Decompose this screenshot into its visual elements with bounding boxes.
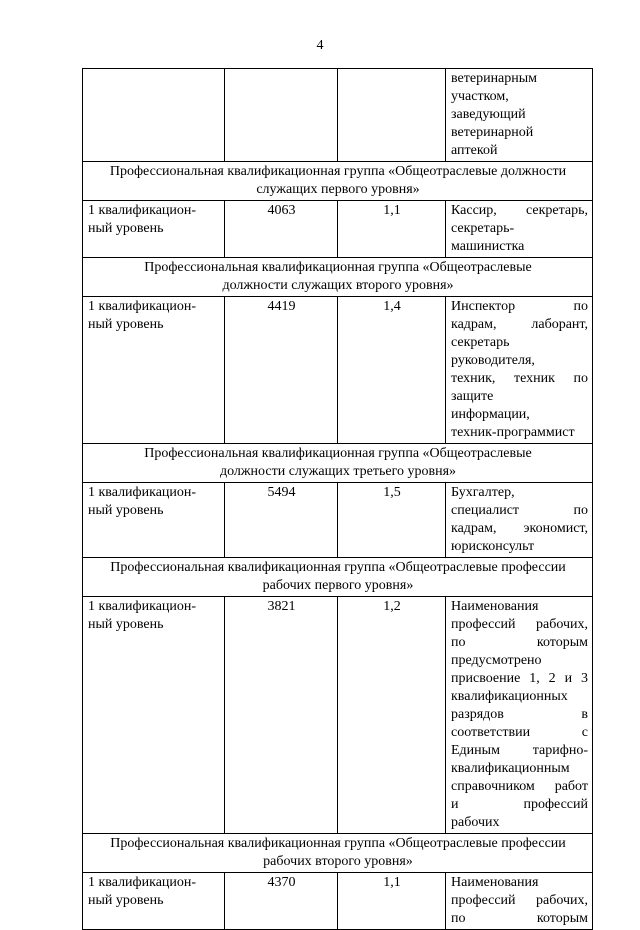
positions-line: по которым	[451, 911, 588, 926]
group-header-line: Профессиональная квалификационная группа «Общеотраслевые профессии	[110, 836, 566, 851]
positions-line: Наименования	[451, 875, 539, 890]
level-line: ный уровень	[88, 221, 164, 236]
group-header-row	[83, 444, 593, 483]
cell-salary: 3821	[225, 597, 338, 834]
table-row-continuation	[83, 69, 593, 162]
positions-line: по которым	[451, 635, 588, 650]
group-header	[83, 444, 593, 483]
cell-coefficient: 1,5	[338, 483, 446, 558]
positions-line: специалист по	[451, 503, 588, 518]
positions-line: соответствии с	[451, 725, 588, 740]
group-header	[83, 558, 593, 597]
cell-level	[83, 483, 225, 558]
positions-line: предусмотрено	[451, 653, 542, 668]
positions-line: кадрам, экономист,	[451, 521, 588, 536]
cell-positions	[446, 597, 593, 834]
group-header-row	[83, 258, 593, 297]
cell-coefficient: 1,1	[338, 873, 446, 930]
table-row	[83, 597, 593, 834]
positions-line: и профессий	[451, 797, 588, 812]
group-header	[83, 162, 593, 201]
cell-coefficient	[338, 69, 446, 162]
level-line: ный уровень	[88, 503, 164, 518]
level-line: 1 квалификацион-	[88, 299, 197, 314]
group-header-line: должности служащих третьего уровня»	[219, 464, 457, 479]
positions-line: профессий рабочих,	[451, 617, 588, 632]
group-header	[83, 258, 593, 297]
cell-level	[83, 597, 225, 834]
positions-line: Инспектор по	[451, 299, 588, 314]
positions-line: секретарь-	[451, 221, 515, 236]
group-header-row	[83, 834, 593, 873]
cell-coefficient: 1,4	[338, 297, 446, 444]
positions-line: кадрам, лаборант,	[451, 317, 588, 332]
cell-positions	[446, 201, 593, 258]
positions-line: Бухгалтер,	[451, 485, 515, 500]
group-header-line: Профессиональная квалификационная группа «Общеотраслевые должности	[109, 164, 567, 179]
table-row	[83, 873, 593, 930]
cell-positions	[446, 873, 593, 930]
positions-line: разрядов в	[451, 707, 588, 722]
level-line: ный уровень	[88, 617, 164, 632]
group-header-line: Профессиональная квалификационная группа «Общеотраслевые	[144, 260, 532, 275]
positions-line: профессий рабочих,	[451, 893, 588, 908]
table-row	[83, 483, 593, 558]
salary-table	[82, 68, 593, 930]
positions-line: участком,	[451, 89, 509, 104]
positions-line: рабочих	[451, 815, 500, 830]
cell-level	[83, 873, 225, 930]
positions-line: информации,	[451, 407, 530, 422]
cell-salary: 4063	[225, 201, 338, 258]
cell-coefficient: 1,2	[338, 597, 446, 834]
level-line: 1 квалификацион-	[88, 485, 197, 500]
positions-line: ветеринарной	[451, 125, 534, 140]
positions-line: Единым тарифно-	[451, 743, 588, 758]
positions-line: защите	[451, 389, 494, 404]
positions-line: техник, техник по	[451, 371, 588, 386]
cell-salary: 4419	[225, 297, 338, 444]
positions-line: присвоение 1, 2 и 3	[451, 671, 588, 686]
cell-positions	[446, 297, 593, 444]
positions-line: Кассир, секретарь,	[451, 203, 588, 218]
group-header-line: Профессиональная квалификационная группа «Общеотраслевые профессии	[110, 560, 566, 575]
positions-line: квалификационным	[451, 761, 570, 776]
cell-level	[83, 297, 225, 444]
group-header	[83, 834, 593, 873]
level-line: ный уровень	[88, 317, 164, 332]
group-header-line: рабочих первого уровня»	[262, 578, 414, 593]
table-row	[83, 201, 593, 258]
group-header-row	[83, 558, 593, 597]
positions-line: квалификационных	[451, 689, 568, 704]
cell-level	[83, 201, 225, 258]
level-line: 1 квалификацион-	[88, 875, 197, 890]
table-row	[83, 297, 593, 444]
positions-line: справочником работ	[451, 779, 588, 794]
positions-line: техник-программист	[451, 425, 575, 440]
positions-line: юрисконсульт	[451, 539, 535, 554]
group-header-line: Профессиональная квалификационная группа «Общеотраслевые	[144, 446, 532, 461]
positions-line: секретарь	[451, 335, 510, 350]
cell-salary: 4370	[225, 873, 338, 930]
cell-positions	[446, 69, 593, 162]
group-header-line: служащих первого уровня»	[256, 182, 420, 197]
group-header-line: рабочих второго уровня»	[263, 854, 413, 869]
cell-level	[83, 69, 225, 162]
page-number: 4	[316, 38, 324, 53]
cell-salary: 5494	[225, 483, 338, 558]
positions-line: Наименования	[451, 599, 539, 614]
cell-coefficient: 1,1	[338, 201, 446, 258]
level-line: 1 квалификацион-	[88, 203, 197, 218]
group-header-row	[83, 162, 593, 201]
cell-salary	[225, 69, 338, 162]
positions-line: ветеринарным	[451, 71, 538, 86]
group-header-line: должности служащих второго уровня»	[222, 278, 454, 293]
cell-positions	[446, 483, 593, 558]
positions-line: руководителя,	[451, 353, 535, 368]
positions-line: заведующий	[451, 107, 526, 122]
level-line: ный уровень	[88, 893, 164, 908]
positions-line: аптекой	[451, 143, 498, 158]
level-line: 1 квалификацион-	[88, 599, 197, 614]
positions-line: машинистка	[451, 239, 525, 254]
